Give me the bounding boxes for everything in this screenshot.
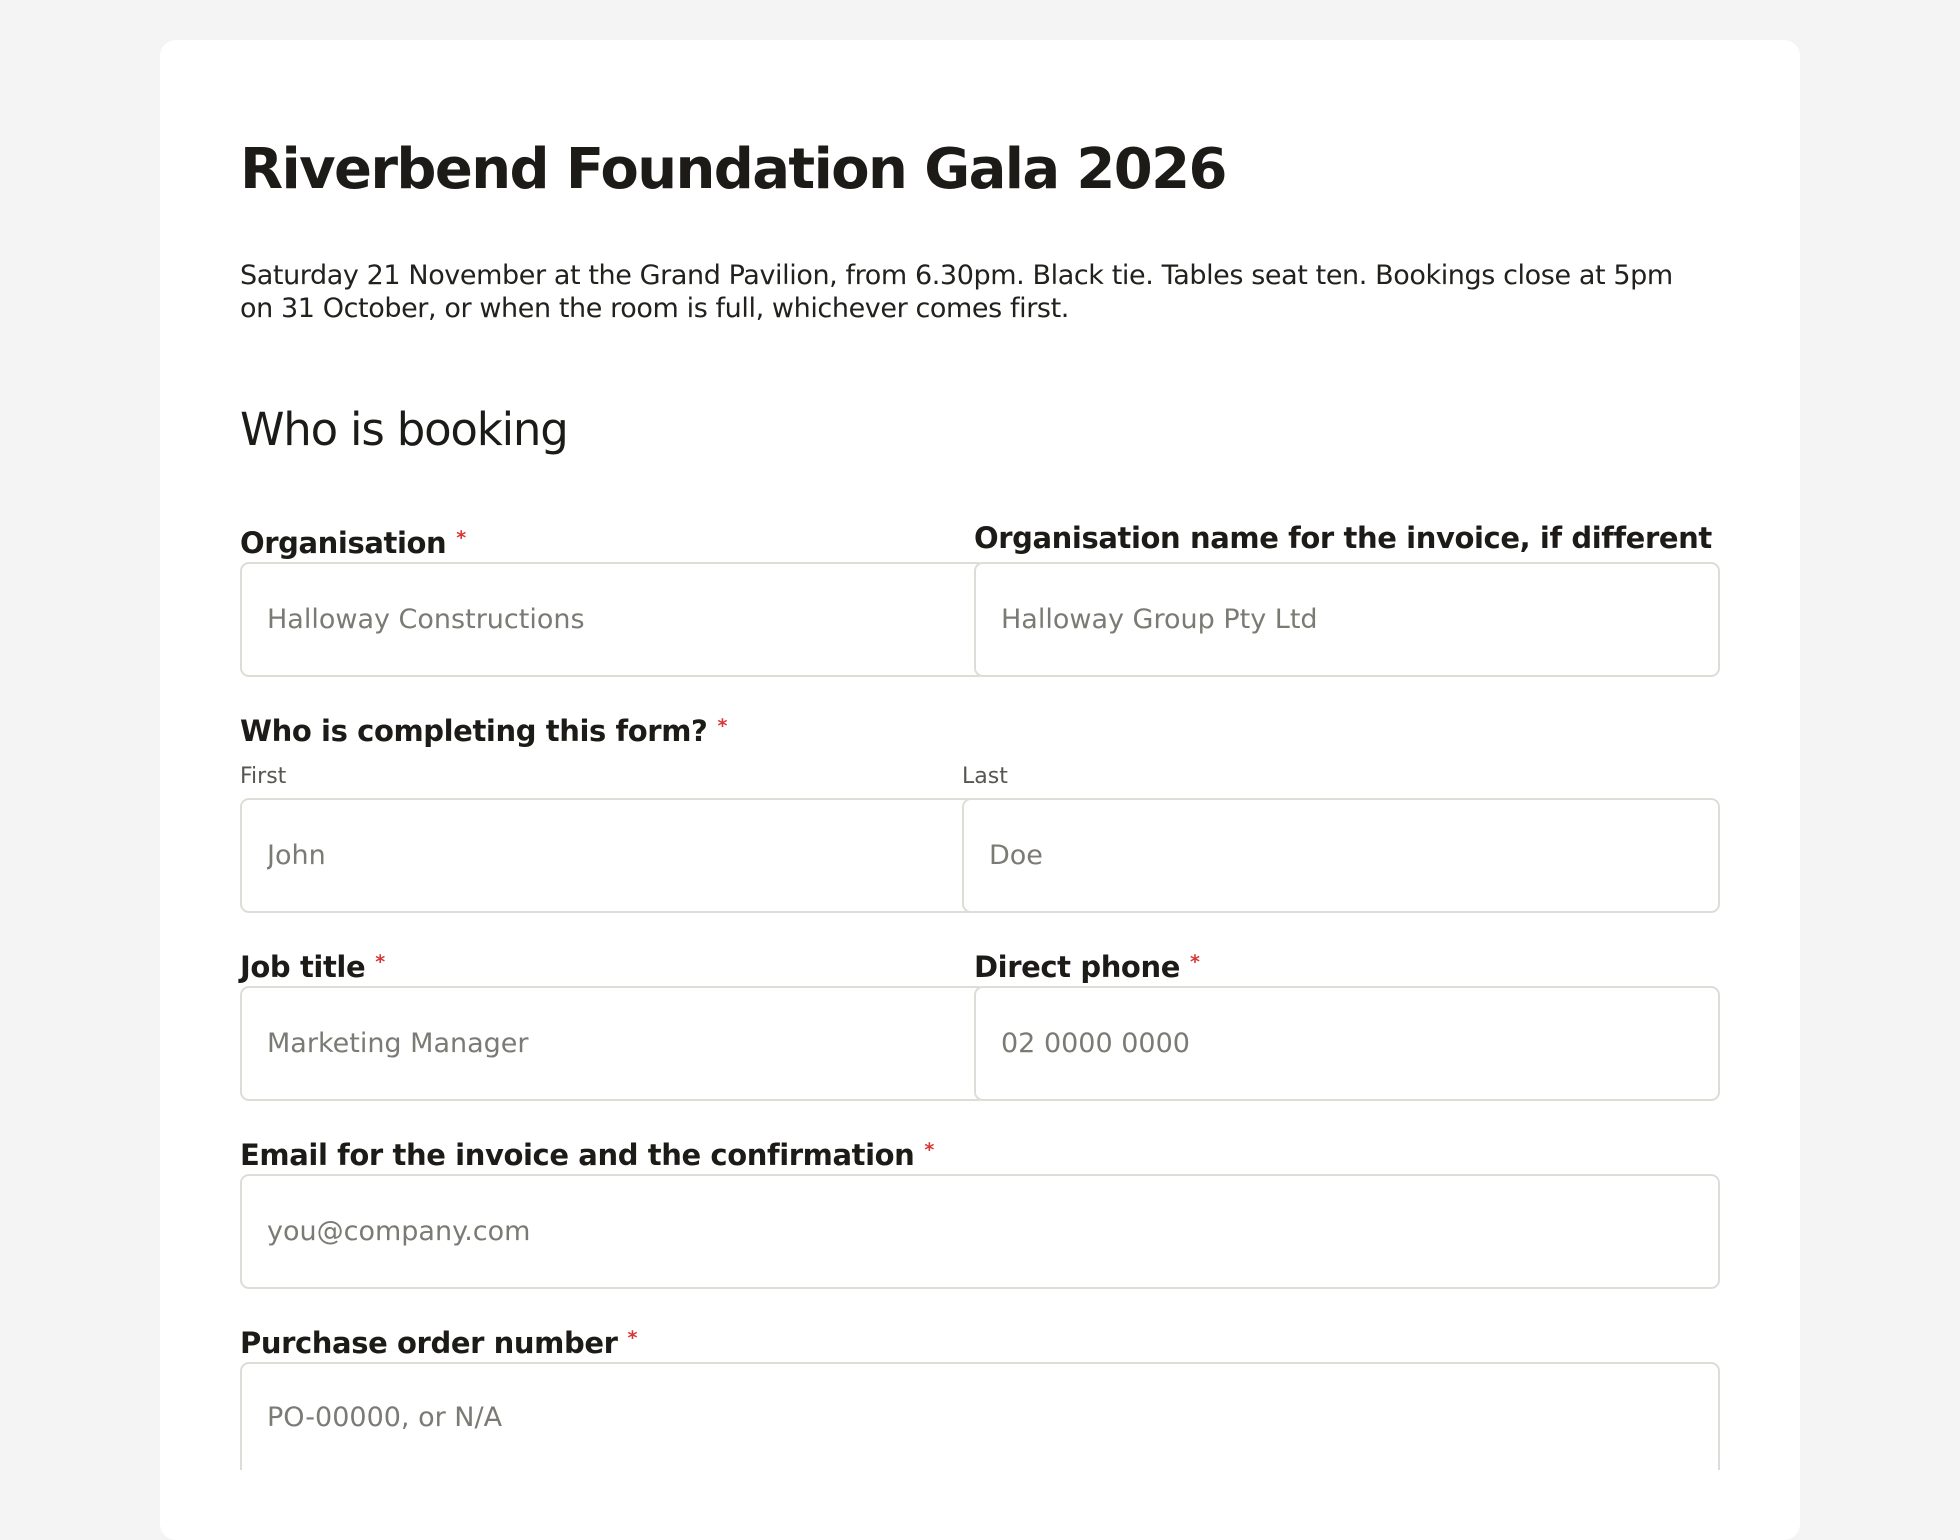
- organisation-label-text: Organisation: [240, 526, 447, 560]
- event-description: Saturday 21 November at the Grand Pavilion, from 6.30pm. Black tie. Tables seat ten. Bookings close at 5pm on 31 October, or when the room is full, whichever comes first.: [240, 260, 1673, 324]
- job-title-label: [240, 942, 385, 987]
- po-number-label-text: Purchase order number: [240, 1326, 618, 1360]
- page-title: Riverbend Foundation Gala 2026: [240, 137, 1226, 202]
- last-name-sublabel: Last: [962, 764, 1008, 789]
- invoice-organisation-label: [974, 518, 1712, 558]
- last-name-input[interactable]: [962, 798, 1720, 913]
- required-marker: *: [717, 715, 727, 737]
- invoice-organisation-label-text: Organisation name for the invoice, if different: [974, 521, 1712, 555]
- direct-phone-label-text: Direct phone: [974, 950, 1180, 984]
- direct-phone-label: [974, 942, 1200, 987]
- required-marker: *: [924, 1139, 934, 1161]
- email-input[interactable]: [240, 1174, 1720, 1289]
- invoice-organisation-input[interactable]: [974, 562, 1720, 677]
- required-marker: *: [627, 1327, 638, 1349]
- organisation-label: [240, 518, 466, 563]
- first-name-sublabel: First: [240, 764, 287, 789]
- po-number-input[interactable]: [240, 1362, 1720, 1470]
- required-marker: *: [456, 527, 466, 549]
- completer-label: [240, 706, 727, 751]
- direct-phone-input[interactable]: [974, 986, 1720, 1101]
- completer-label-text: Who is completing this form?: [240, 714, 708, 748]
- email-label: [240, 1130, 934, 1175]
- organisation-input[interactable]: [240, 562, 987, 677]
- first-name-input[interactable]: [240, 798, 987, 913]
- job-title-label-text: Job title: [240, 950, 366, 984]
- po-number-label: [240, 1318, 637, 1363]
- email-label-text: Email for the invoice and the confirmation: [240, 1138, 915, 1172]
- job-title-input[interactable]: [240, 986, 987, 1101]
- section-heading-who-is-booking: Who is booking: [240, 403, 568, 456]
- required-marker: *: [1189, 951, 1200, 973]
- required-marker: *: [375, 951, 385, 973]
